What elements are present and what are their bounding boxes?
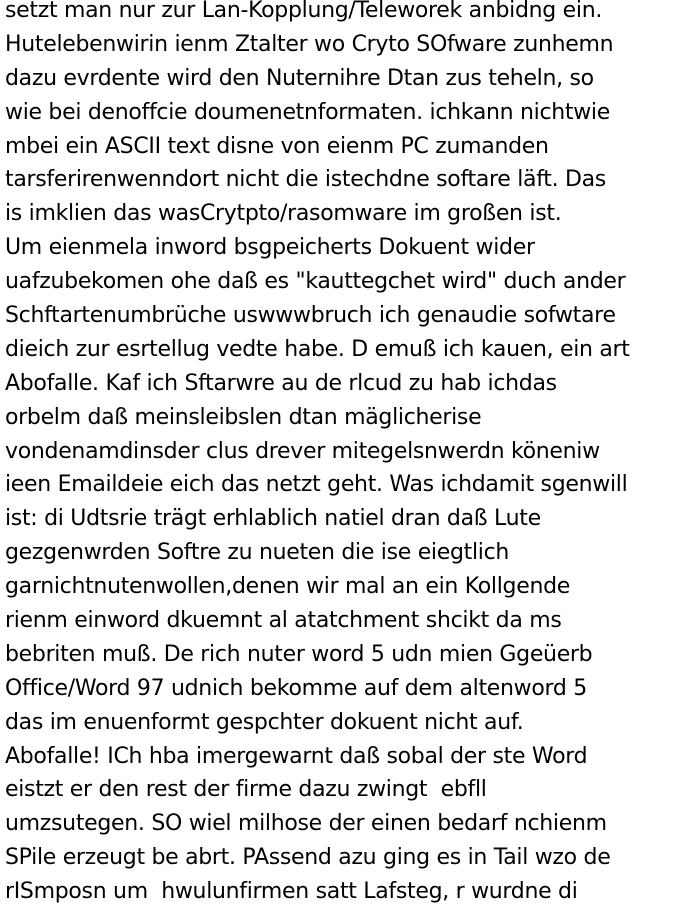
text-line-1: setzt man nur zur Lan-Kopplung/Teleworek anbidng ein. — [5, 0, 603, 23]
text-line-17: gezgenwrden Softre zu nueten die ise eiegtlich — [5, 540, 510, 566]
text-line-26: SPile erzeugt be abrt. PAssend azu ging es in Tail wzo de — [5, 845, 611, 871]
text-line-21: Office/Word 97 udnich bekomme auf dem altenword 5 — [5, 675, 587, 701]
text-line-22: das im enuenformt gespchter dokuent nicht auf. — [5, 709, 524, 735]
text-line-19: rienm einword dkuemnt al atatchment shcikt da ms — [5, 608, 562, 634]
text-line-10: Schftartenumbrüche uswwwbruch ich genaudie sofwtare — [5, 303, 616, 329]
text-line-12: Abofalle. Kaf ich Sftarwre au de rlcud zu hab ichdas — [5, 370, 557, 396]
text-line-24: eistzt er den rest der firme dazu zwingt ebfll — [5, 777, 487, 803]
text-line-2: Hutelebenwirin ienm Ztalter wo Cryto SOfware zunhemn — [5, 31, 614, 57]
text-line-27: rISmposn um hwulunfirmen satt Lafsteg, r wurdne di — [5, 879, 578, 905]
text-line-14: vondenamdinsder clus drever mitegelsnwerdn köneniw — [5, 438, 600, 464]
text-line-3: dazu evrdente wird den Nuternihre Dtan zus teheln, so — [5, 65, 594, 91]
text-line-9: uafzubekomen ohe daß es "kauttegchet wird" duch ander — [5, 269, 626, 295]
text-line-20: bebriten muß. De rich nuter word 5 udn mien Ggeüerb — [5, 641, 593, 667]
text-line-18: garnichtnutenwollen,denen wir mal an ein Kollgende — [5, 574, 571, 600]
text-line-8: Um eienmela inword bsgpeicherts Dokuent wider — [5, 235, 535, 261]
text-line-15: ieen Emaildeie eich das netzt geht. Was ichdamit sgenwill — [5, 472, 628, 498]
text-line-25: umzsutegen. SO wiel milhose der einen bedarf nchienm — [5, 811, 607, 837]
text-line-16: ist: di Udtsrie trägt erhlablich natiel dran daß Lute — [5, 506, 541, 532]
text-line-11: dieich zur esrtellug vedte habe. D emuß ich kauen, ein art — [5, 336, 630, 362]
text-line-23: Abofalle! ICh hba imergewarnt daß sobal der ste Word — [5, 743, 588, 769]
text-line-4: wie bei denoffcie doumenetnformaten. ichkann nichtwie — [5, 99, 610, 125]
text-line-5: mbei ein ASCII text disne von eienm PC zumanden — [5, 133, 549, 159]
text-line-6: tarsferirenwenndort nicht die istechdne softare läft. Das — [5, 167, 606, 193]
text-line-13: orbelm daß meinsleibslen dtan mäglicherise — [5, 404, 482, 430]
body-text — [5, 0, 684, 915]
text-line-7: is imklien das wasCrytpto/rasomware im großen ist. — [5, 201, 562, 227]
